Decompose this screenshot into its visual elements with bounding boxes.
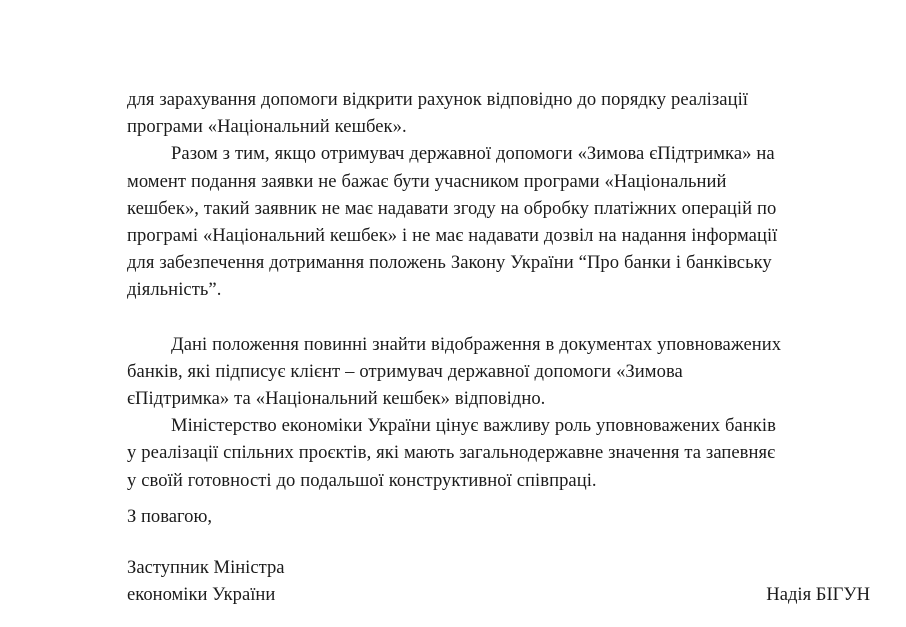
paragraph-2-line-2: момент подання заявки не бажає бути учасником програми «Національний [127,170,727,192]
document-body [127,86,872,494]
signature-title-line-2: економіки України [127,584,276,606]
paragraph-4-line-1: Міністерство економіки України цінує важливу роль уповноважених банків [171,415,776,437]
paragraph-3-line-1: Дані положення повинні знайти відображення в документах уповноважених [171,333,782,355]
paragraph-2-line-4: програмі «Національний кешбек» і не має надавати дозвіл на надання інформації [127,225,778,247]
paragraph-4 [127,412,872,494]
signatory-name: Надія БІГУН [766,584,870,606]
signature-title-line-1: Заступник Міністра [127,557,285,578]
paragraph-2-line-6: діяльність”. [127,279,222,301]
paragraph-1-line-1: для зарахування допомоги відкрити рахунок відповідно до порядку реалізації [127,89,749,110]
paragraph-2 [127,140,872,303]
paragraph-1-line-2: програми «Національний кешбек». [127,116,407,138]
signature-row [127,581,872,608]
paragraph-2-line-1: Разом з тим, якщо отримувач державної допомоги «Зимова єПідтримка» на [171,143,775,165]
paragraph-3-line-3: єПідтримка» та «Національний кешбек» відповідно. [127,388,546,410]
paragraph-3 [127,331,872,413]
paragraph-spacer [127,304,872,331]
closing-block [127,503,872,530]
paragraph-4-line-2: у реалізації спільних проєктів, які мають загальнодержавне значення та запевняє [127,442,776,464]
signature-block [127,554,872,608]
paragraph-2-line-3: кешбек», такий заявник не має надавати згоду на обробку платіжних операцій по [127,197,777,219]
paragraph-3-line-2: банків, які підписує клієнт – отримувач державної допомоги «Зимова [127,360,683,382]
paragraph-1 [127,86,872,140]
paragraph-2-line-5: для забезпечення дотримання положень Закону України “Про банки і банківську [127,252,772,274]
paragraph-4-line-3: у своїй готовності до подальшої конструктивної співпраці. [127,469,597,491]
closing-salutation: З повагою, [127,506,212,527]
